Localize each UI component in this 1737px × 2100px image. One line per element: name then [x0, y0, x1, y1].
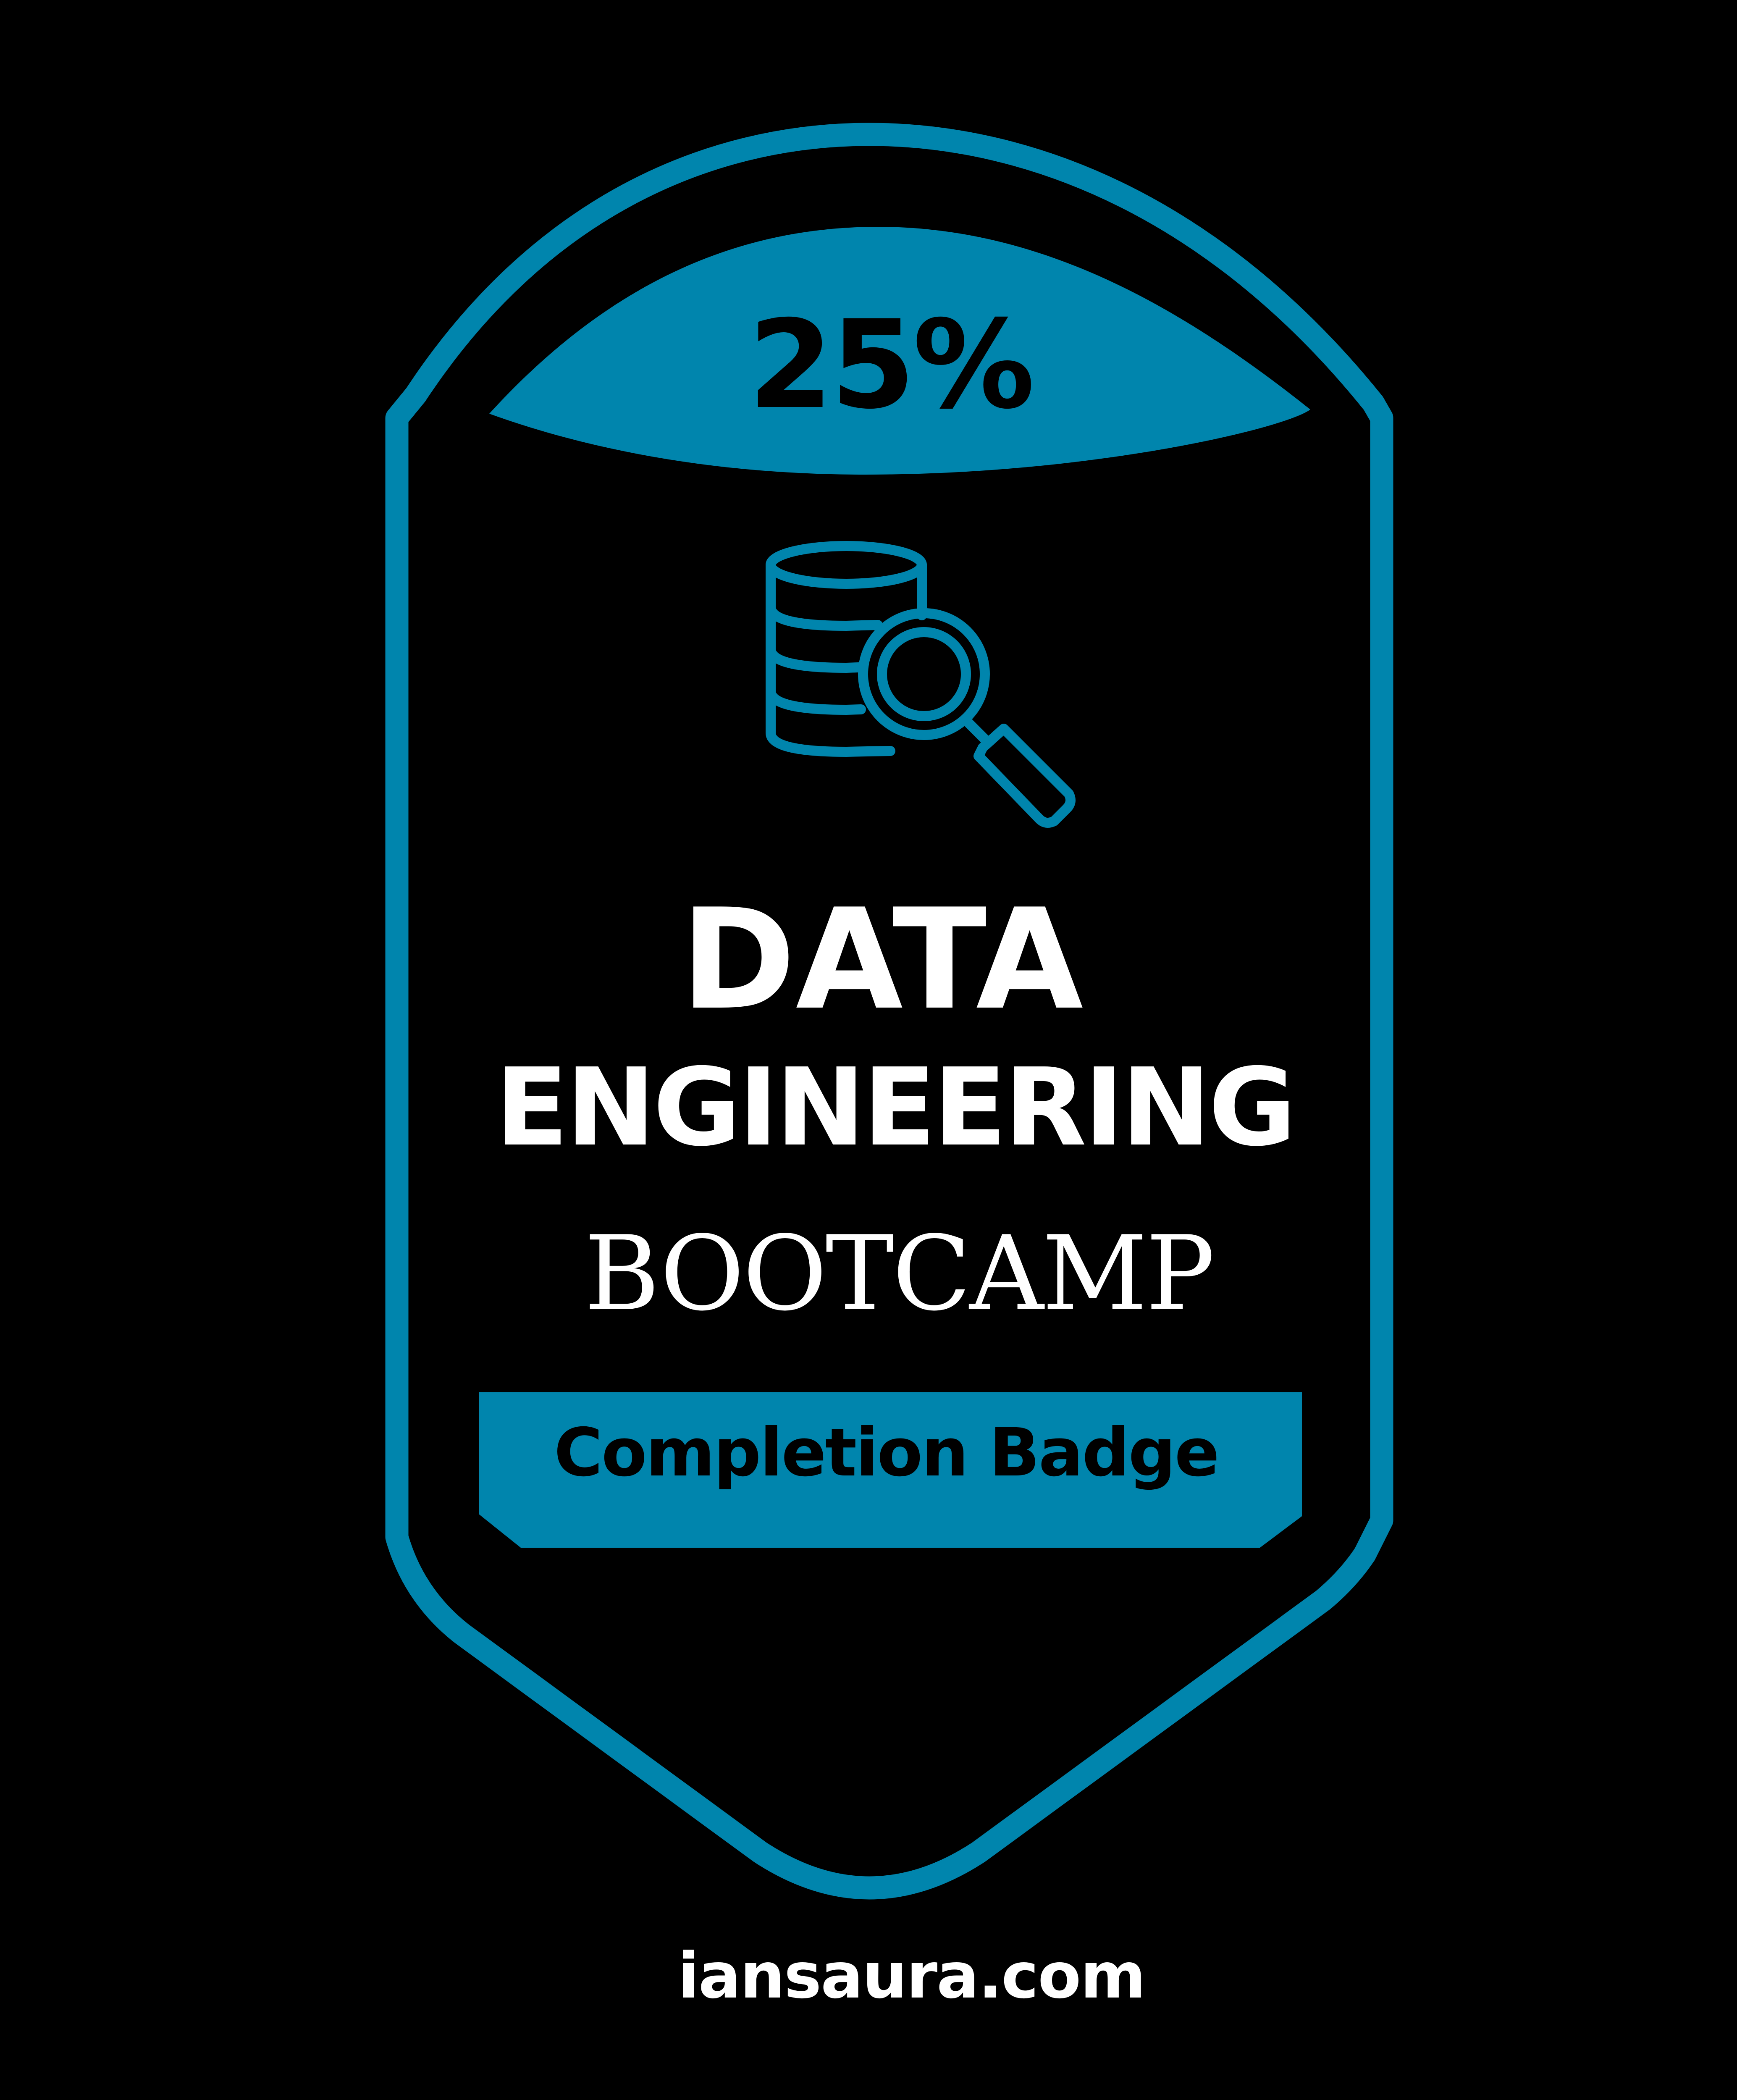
magnifier-neck — [966, 720, 985, 739]
database-band-2 — [771, 649, 859, 668]
badge-title-bootcamp: BOOTCAMP — [584, 1214, 1213, 1334]
badge-title-data: DATA — [680, 879, 1084, 1040]
magnifier-handle — [979, 729, 1071, 823]
database-search-icon — [771, 546, 1071, 823]
website-link[interactable]: iansaura.com — [677, 1940, 1145, 2013]
magnifier-lens — [882, 632, 966, 716]
database-top-ellipse — [771, 546, 922, 584]
database-band-1 — [771, 607, 878, 626]
progress-percentage: 25% — [748, 294, 1033, 436]
completion-badge-label: Completion Badge — [554, 1414, 1218, 1491]
database-band-3 — [771, 691, 861, 710]
badge-title-engineering: ENGINEERING — [495, 1045, 1294, 1170]
